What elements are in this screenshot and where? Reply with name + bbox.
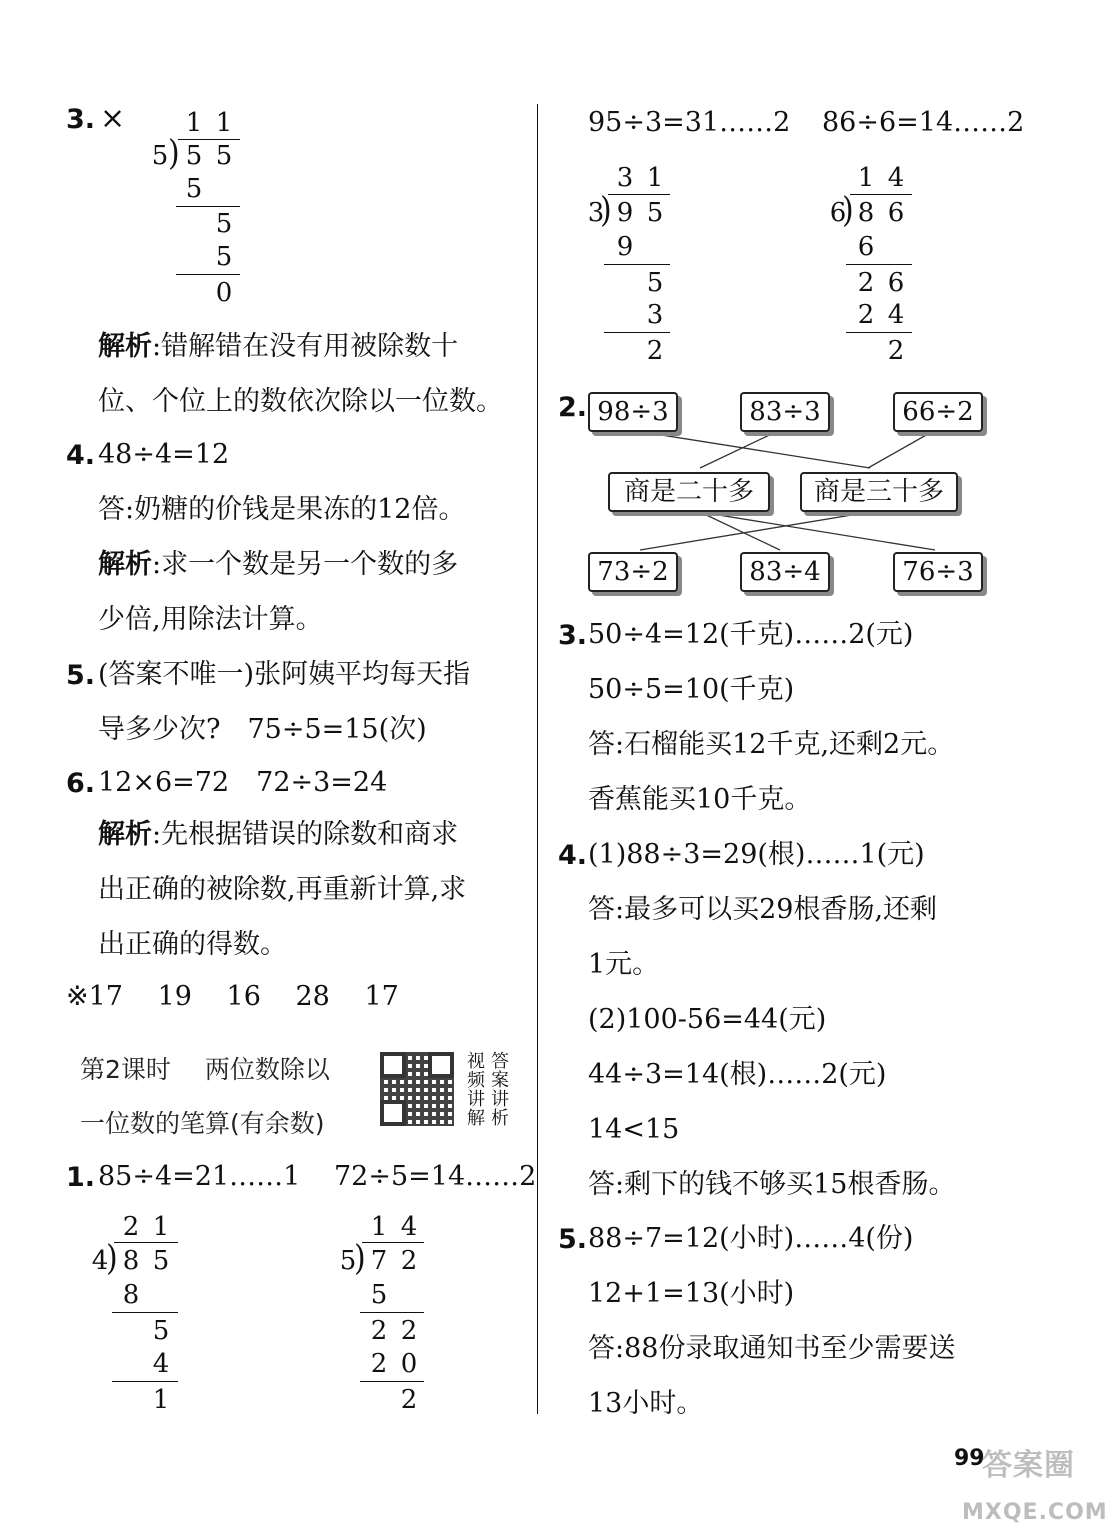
equation: 95÷3=31……2	[588, 107, 791, 138]
answer-line: 50÷4=12(千克)……2(元)	[588, 619, 914, 650]
answer-line: 1元。	[588, 949, 660, 980]
answer-line: 答:88份录取通知书至少需要送	[588, 1333, 956, 1364]
category-card-twenties[interactable]: 商是二十多	[608, 472, 770, 512]
answer-line: 答:最多可以买29根香肠,还剩	[588, 894, 938, 925]
section-subtitle: 一位数的笔算(有余数)	[80, 1109, 325, 1138]
analysis-line: 少倍,用除法计算。	[98, 604, 323, 635]
watermark-logo: 答案圈	[982, 1448, 1075, 1483]
answer-line: 88÷7=12(小时)……4(份)	[588, 1223, 914, 1254]
answer-line: 50÷5=10(千克)	[588, 674, 795, 705]
expression-card-83-4[interactable]: 83÷4	[740, 552, 830, 592]
question-number: 4.	[66, 440, 96, 471]
equation: 12×6=72 72÷3=24	[98, 767, 388, 798]
answer-line: 12+1=13(小时)	[588, 1278, 795, 1309]
analysis-line: 解析:求一个数是另一个数的多	[98, 549, 459, 580]
watermark-url: MXQE.COM	[962, 1500, 1108, 1525]
answer-line: 答:奶糖的价钱是果冻的12倍。	[98, 494, 466, 525]
expression-card-66-2[interactable]: 66÷2	[893, 392, 983, 432]
equation: 72÷5=14……2	[334, 1161, 537, 1192]
question-number: 6.	[66, 768, 96, 799]
answer-line: 44÷3=14(根)……2(元)	[588, 1059, 887, 1090]
expression-card-73-2[interactable]: 73÷2	[588, 552, 678, 592]
analysis-line: 解析:错解错在没有用被除数十	[98, 331, 459, 362]
expression-card-98-3[interactable]: 98÷3	[588, 392, 678, 432]
question-number: 1.	[66, 1162, 96, 1193]
answer-line: 14<15	[588, 1114, 680, 1145]
question-number: 4.	[558, 840, 588, 871]
question-number: 5.	[66, 660, 96, 691]
question-number: 5.	[558, 1224, 588, 1255]
equation: 48÷4=12	[98, 439, 230, 470]
answer-line: (1)88÷3=29(根)……1(元)	[588, 839, 925, 870]
answer-line: 导多少次? 75÷5=15(次)	[98, 714, 427, 745]
analysis-line: 解析:先根据错误的除数和商求	[98, 819, 459, 850]
section-title: 第2课时 两位数除以	[80, 1055, 330, 1084]
analysis-line: 位、个位上的数依次除以一位数。	[98, 386, 503, 417]
question-number: 2.	[558, 392, 588, 423]
answer-line: 答:剩下的钱不够买15根香肠。	[588, 1169, 956, 1200]
question-number: 3.	[66, 104, 96, 135]
answer-line: 香蕉能买10千克。	[588, 784, 812, 815]
expression-card-76-3[interactable]: 76÷3	[893, 552, 983, 592]
question-number: 3.	[558, 620, 588, 651]
answer-line: 答:石榴能买12千克,还剩2元。	[588, 729, 955, 760]
answer-line: 13小时。	[588, 1388, 704, 1419]
answer-line: (答案不唯一)张阿姨平均每天指	[98, 659, 471, 690]
page-number: 99	[954, 1446, 985, 1471]
bonus-answers: ※17 19 16 28 17	[66, 981, 399, 1012]
answer-line: (2)100-56=44(元)	[588, 1004, 827, 1035]
equation: 86÷6=14……2	[822, 107, 1025, 138]
wrong-mark: ×	[100, 101, 126, 136]
analysis-line: 出正确的得数。	[98, 929, 287, 960]
category-card-thirties[interactable]: 商是三十多	[800, 472, 958, 512]
expression-card-83-3[interactable]: 83÷3	[740, 392, 830, 432]
equation: 85÷4=21……1	[98, 1161, 301, 1192]
analysis-line: 出正确的被除数,再重新计算,求	[98, 874, 467, 905]
